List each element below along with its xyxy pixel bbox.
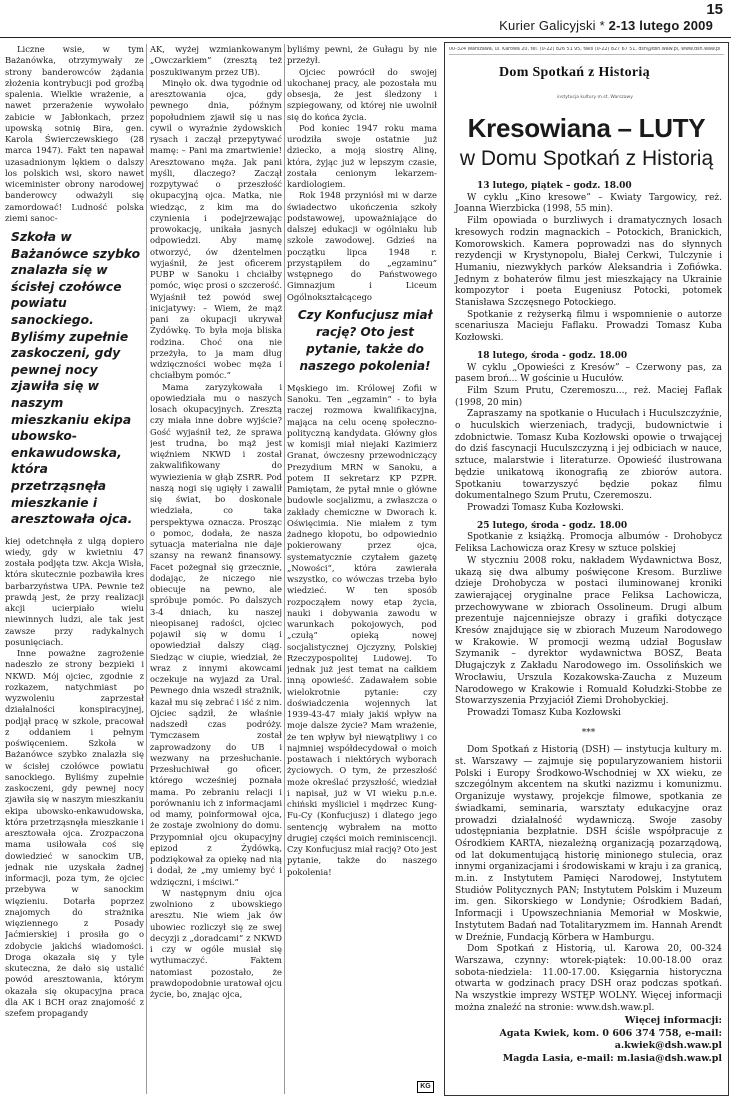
- contact-email[interactable]: a.kwiek@dsh.waw.pl: [614, 1040, 722, 1051]
- event-date: 13 lutego, piątek – godz. 18.00: [477, 181, 632, 191]
- paragraph: Minęło ok. dwa tygodnie od aresztowania ojca, gdy pewnego dnia, późnym popołudniem zjawił się u nas cywil o wyraźnie żydowskich rysach i zaczął przepytywać mamę: – Pani ma zmartwienie! Aresztowano męża. Jak pani myśli, dlaczego? Zaczął rozpytywać o przeszłość okupacyjną ojca. Matka, nie wiedząc, z kim ma do czynienia i podejrzewając prowokację, unikała jasnych odpowiedzi. Aby mamę otworzyć, ów dżentelmen wyjaśnił, że jest oficerem PUBP w Sanoku i chciałby pomóc, więc prosi o szczerość. Wyjaśnił też powód swej inicjatywy: – Wiem, że mąż pani za okupacji ukrywał Żydówkę. To była moja bliska rodzina. Choć ona nie przeżyła, to ja mam dług wdzięczności wobec męża i chciałbym pomóc.”: [150, 77, 282, 381]
- event-host: Spotkanie z reżyserką filmu i wspomnienie o autorze scenariusza Macieju Faflaku. Prowadzi Tomasz Kuba Kozłowski.: [455, 309, 722, 344]
- column-divider: [146, 44, 147, 1094]
- page-header: [0, 0, 731, 38]
- contact-heading: Więcej informacji:: [624, 1015, 722, 1026]
- paragraph: Pod koniec 1947 roku mama urodziła swoje ostatnie już dziecko, a moją siostrę Alinę, która, żyjąc już w lepszym czasie, została cenionym lekarzem-kardiologiem.: [287, 122, 437, 189]
- paragraph: Inne poważne zagrożenie nadeszło ze strony bezpieki i NKWD. Mój ojciec, zgodnie z rozkazem, natychmiast po wyzwoleniu zaprzestał działalności konspiracyjnej, podjął pracę w szkole, pracował z oddaniem i pełnym poświęceniem. Szkoła w Bażanówce szybko znalazła się w ścisłej czołówce powiatu sanockiego. Byliśmy zupełnie zaskoczeni, gdy pewnej nocy zjawiła się w naszym mieszkaniu ekipa ubowsko-enkawudowska, która przetrząsnęła mieszkanie i aresztowała ojca. Zrozpaczona mama usiłowała coś się dowiedzieć w sanockim UB, jednak nie uzyskała żadnej informacji, poza tym, że ojciec przebywa w sanockim więzieniu. Dotarła poprzez znajomych do strażnika więziennego z Posady Jaćmierskiej i prosiła go o zdobycie jakichś wiadomości. Droga okazała się y tyle skuteczna, że dało się ustalić powód aresztowania, którym okazała się okupacyjna praca dla AK i BCH oraz znajomość z szefem propagandy: [5, 648, 144, 1019]
- dsh-logo: [497, 61, 677, 107]
- paragraph: Liczne wsie, w tym Bażanówka, otrzymywały ze strony banderowców żądania złożenia kontrybucji pod groźbą spalenia. Wielkie wrażenie, a nawet przerażenie wywołało zabicie w Jabłonkach, przez upowską sotnię Bira, gen. Karola Świerczewskiego (28 marca 1947). Fakt ten napawał uzasadnionym lękiem o dalszy los polskich wsi, skoro nawet wiceminister obrony narodowej banderowcy odważyli się zamordować! Ludność polska ziemi sanoc-: [5, 44, 144, 223]
- paragraph: AK, wyżej wzmiankowanym „Owczarkiem” (zresztą też poszukiwanym przez UB).: [150, 44, 282, 77]
- paragraph: byliśmy pewni, że Gułagu by nie przeżył.: [287, 44, 437, 66]
- column-divider: [284, 44, 285, 1094]
- event-cycle: W cyklu „Kino kresowe” – Kwiaty Targowicy, reż. Joanna Wierzbicka (1998, 55 min).: [455, 192, 722, 215]
- ad-subtitle: w Domu Spotkań z Historią: [459, 147, 714, 170]
- event-title: Spotkanie z książką. Promocja albumów - Drohobycz Feliksa Lachowicza oraz Kresy w sztuce polskiej: [455, 532, 722, 555]
- contact-line: Agata Kwiek, kom. 0 606 374 758, e-mail:: [499, 1027, 722, 1039]
- about-dsh: Dom Spotkań z Historią (DSH) — instytucja kultury m. st. Warszawy — zajmuje się popularyzowaniem historii Polski i Europy Środkowo-Wschodniej w XX wieku, ze szczególnym akcentem na skutki nazizmu i komunizmu. Organizuje wystawy, projekcje filmowe, spotkania ze świadkami, seminaria, warsztaty edukacyjne oraz prowadzi działalność wydawniczą. Swoje zasoby udostępniania bezpłatnie. DSH ściśle współpracuje z Ośrodkiem KARTA, niezależną organizacją pozarządową, od lat dokumentującą historię minionego stulecia, oraz innymi organizacjami i środowiskami w kraju i za granicą, m.in. z Instytutem Pamięci Narodowej, Instytutem Studiów Politycznych PAN; Instytutem Polskim i Muzeum im. gen. Sikorskiego w Londynie; Ośrodkiem Badań, Informacji i Upowszechniania Memoriał w Moskwie, Instytutem Badań nad Totalitaryzmem im. Hannah Arendt w Dreźnie, Fundacją Körbera w Hamburgu.: [455, 745, 722, 943]
- pull-quote: Szkoła w Bażanówce szybko znalazła się w ścisłej czołówce powiatu sanockiego. Byliśmy zupełnie zaskoczeni, gdy pewnej nocy zjawiła się w naszym mieszkaniu ekipa ubowsko-enkawudowska, która przetrząsnęła mieszkanie i aresztowała ojca.: [11, 230, 141, 527]
- page-number: 15: [706, 1, 723, 18]
- paragraph: Ojciec powrócił do swojej ukochanej pracy, ale pozostała mu obsesja, że jest śledzony i szpiegowany, od której nie uwolnił się do końca życia.: [287, 66, 437, 122]
- advertisement-box: [444, 42, 729, 1096]
- ad-title: Kresowiana – LUTY: [467, 113, 706, 143]
- separator: *: [599, 18, 605, 33]
- paragraph: Rok 1948 przyniósł mi w darze świadectwo ukończenia szkoły podstawowej, upoważniające do dalszej edukacji w ogólniaku lub szkole zawodowej. Gdzieś na początku lipca 1948 r. przystąpiłem do „egzaminu” wstępnego do Państwowego Gimnazjum i Liceum Ogólnokształcącego: [287, 190, 437, 302]
- contact-info: [500, 1015, 722, 1065]
- logo-subtitle: instytucja kultury m.st. Warszawy: [557, 95, 633, 100]
- paragraph: kiej odetchnęła z ulgą dopiero wiedy, gdy w kwietniu 47 została podjęta tzw. Akcja Wisła, która skutecznie pozbawiła kres barbarzyństwa UPA. Pewnie też prawdą jest, że przy realizacji akcji ucierpiało wielu niewinnych ludzi, ale tak jest zawsze przy radykalnych posunięciach.: [5, 535, 144, 647]
- event-date: 25 lutego, środa - godz. 18.00: [477, 520, 628, 531]
- article-column-1: [5, 44, 144, 1096]
- article-column-2: [150, 44, 282, 1096]
- section-separator: ***: [581, 727, 596, 738]
- contact-line[interactable]: Magda Lasia, e-mail: m.lasia@dsh.waw.pl: [502, 1052, 722, 1064]
- event-date: 18 lutego, środa - godz. 18.00: [477, 350, 628, 361]
- event-description: W styczniu 2008 roku, nakładem Wydawnictwa Bosz, ukazą się dwa albumy poświęcone Kresom. Burzliwe dzieje Drohobycza w postaci iluminowanej kroniki zawierającej oryginalne prace Feliksa Lachowicza, przechowywane w zbiorach Ossolineum. Drugi album prezentuje najcenniejsze obrazy i grafiki dotyczące Kresów znajdujące się w zbiorach Muzeum Narodowego w Krakowie. W promocji wezmą udział Bogusław Szymanik – dyrektor wydawnictwa BOSZ, Beata Długajczyk z Zakładu Narodowego im. Ossolińskich we Wrocławiu, Urszula Kozakowska-Zaucha z Muzeum Narodowego w Krakowie i Romuald Kołudzki-Stobbe ze Stowarzyszenia Przyjaciół Ziemi Drohobyckiej.: [455, 555, 722, 707]
- event-host: Prowadzi Tomasz Kuba Kozłowski: [467, 707, 621, 718]
- paper-name: Kurier Galicyjski: [499, 18, 596, 33]
- paper-title: [499, 18, 713, 33]
- article-column-3: [287, 44, 437, 1096]
- paragraph: Męskiego im. Królowej Zofii w Sanoku. Ten „egzamin” - to była raczej rozmowa kwalifikacyjna, mająca na celu ocenę społeczno-polityczną kandydata. Główny głos w komisji miał niejaki Kazimierz Granat, ówczesny przewodniczący Prezydium MRN w Sanoku, a potem II sekretarz KP PZPR. Pamiętam, że pytał mnie o główne budowle socjalizmu, a zwłaszcza o zakłady chemiczne w Dworach k. Oświęcimia. Nie miałem z tym żadnego kłopotu, bo odpowiednio pokierowany przez ojca, systematycznie czytałem gazetę „Nowości”, która zawierała wszystko, co wówczas trzeba było wiedzieć. W ten sposób rozpocząłem nowy etap życia, nauki i dobywania zawodu w warunkach pokojowych, pod „czułą” opieką nowej socjalistycznej Ojczyzny, Polskiej Rzeczypospolitej Ludowej. To jednak już jest temat na całkiem inną opowieść. Zadawałem sobie wielokrotnie pytanie: czy doświadczenia wojennych lat 1939-43-47 miały jakiś wpływ na moje dalsze życie? Mam wrażenie, że ten wpływ był niewątpliwy i co najmniej współdecydował o moich postawach i niektórych wyborach życiowych. O tym, że przeszłość może określać przyszłość, wiedział i napisał, już w VI wieku p.n.e. chiński myśliciel i mędrzec Kung-Fu-Cy (Konfucjusz) i dlatego jego sentencję wybrałem na motto drugiej części moich reminiscencji. Czy Konfucjusz miał rację? Oto jest pytanie, także do naszego pokolenia!: [287, 382, 437, 877]
- opening-hours: Dom Spotkań z Historią, ul. Karowa 20, 00-324 Warszawa, czynny: wtorek-piątek: 10.00-18.00 oraz sobota-niedziela: 11.00-17.00. Księgarnia historyczna otwarta w godzinach pracy DSH oraz podczas spotkań. Na wszystkie imprezy WSTĘP WOLNY. Więcej informacji można znaleźć na stronie: www.dsh.waw.pl.: [455, 944, 722, 1013]
- logo-text: Dom Spotkań z Historią: [499, 65, 650, 80]
- ad-body: [455, 181, 722, 1015]
- paragraph: Mama zaryzykowała i opowiedziała mu o naszych losach okupacyjnych. Zresztą czy miała inne dobre wyjście? Gość wyjaśnił też, że sprawa jest trudna, bo mąż jest więźniem NKWD i został zakwalifikowany do wywiezienia w głąb ZSRR. Pod naszą nogi się ugięły i zawalił się świat, bo doskonale wiedziała, co taka perspektywa oznacza. Prosząc o pomoc, dodała, że nasza sytuacja materialna nie daje szansy na rewanż finansowy. Facet pożegnał się grzecznie, dodając, że niczego nie obiecuje na pewno, ale spróbuje pomóc. Po dalszych 3-4 dniach, ku naszej nieopisanej radości, ojciec pojawił się w domu i opowiedział dalszy ciąg. Siedząc w ciupie, wiedział, że wraz z innymi akowcami oczekuje na wyjazd za Ural. Pewnego dnia wszedł strażnik, kazał mu się zebrać i iść z nim. Ojciec sądził, że właśnie nadszedł czas podróży. Tymczasem został zaprowadzony do UB i wezwany na przesłuchanie. Przesłuchiwał go oficer, którego wcześniej poznała mama. Po zebraniu relacji i porównaniu ich z informacjami od mamy, poinformował ojca, że zostaje zwolniony do domu. Przypomniał ojcu okupacyjny epizod z Żydówką, podziękował za opiekę nad nią i dodał, że „my umiemy być i wdzięczni, i mściwi.”: [150, 381, 282, 887]
- pull-quote: Czy Konfucjusz miał rację? Oto jest pytanie, także do naszego pokolenia!: [297, 307, 433, 373]
- ad-address: 00-324 Warszawa, ul. Karowa 20, tel. (0-22) 826 51 95, faks (0-22) 827 67 51, dsh@dsh.waw.pl, www.dsh.waw.pl: [449, 47, 724, 55]
- event-description: Zapraszamy na spotkanie o Hucułach i Huculszczyźnie, o huculskich wierzeniach, tradycji, budownictwie i zdobnictwie. Tomasz Kuba Kozłowski opowie o trwającej do dziś fascynacji Huculszczyzną i jej odbiciach w nauce, sztuce, malarstwie i literaturze. Opowieść ilustrowana będzie unikatową ikonografią ze zbiorów autora. Spotkaniu towarzyszyć będzie pokaz filmu dokumentalnego Szum Prutu, Czeremoszu.: [455, 409, 722, 502]
- issue-date: 2-13 lutego 2009: [608, 18, 713, 33]
- event-film: Film Szum Prutu, Czeremoszu..., reż. Maciej Faflak (1998, 20 min): [455, 385, 722, 408]
- paragraph: W następnym dniu ojca zwolniono z ubowskiego aresztu. Nie wiem jak ów ubowiec rozliczył się ze swej decyzji z „doradcami” z NKWD i czy w ogóle musiał się wytłumaczyć. Faktem natomiast pozostało, że prawdopodobnie uratował ojcu życie, bo, znając ojca,: [150, 887, 282, 999]
- event-description: Film opowiada o burzliwych i dramatycznych losach kresowych rodzin magnackich – Potockich, Branickich, Komorowskich. Kamera poprowadzi nas do słynnych rezydencji w Krystynopolu, Białej Cerkwi, Tulczynie i Humaniu, niezwykłych parków Aleksandria i Zofiówka. Jednym z bohaterów filmu jest mieszkający na Ukrainie kompozytor i poeta Eugeniusz Potocki, potomek Stanisława Szczęsnego Potockiego.: [455, 216, 722, 309]
- event-host: Prowadzi Tomasz Kuba Kozłowski.: [467, 502, 624, 513]
- event-cycle: W cyklu „Opowieści z Kresów” – Czerwony pas, za pasem broń... W gościnie u Hucułów.: [455, 362, 722, 385]
- kg-badge: KG: [417, 1081, 434, 1093]
